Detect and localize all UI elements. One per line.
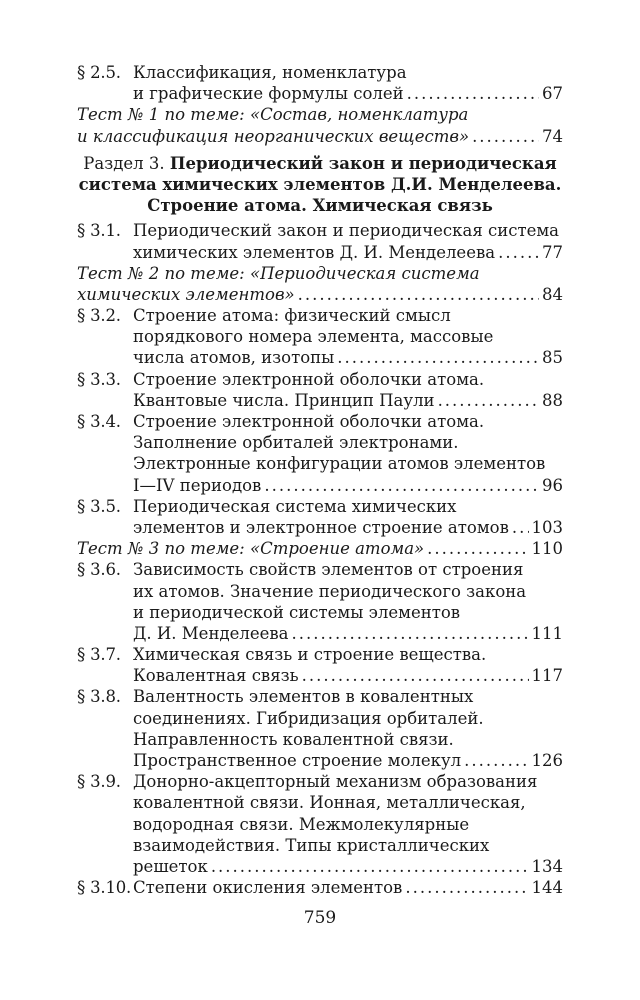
toc-entry-3-6-l2 — [77, 581, 563, 602]
toc-test-3 — [77, 538, 563, 559]
toc-entry-2-5-last — [77, 83, 563, 104]
page-ref: 85 — [542, 348, 563, 368]
entry-title: Периодический закон и периодическая система — [133, 221, 560, 241]
entry-title: соединениях. Гибридизация орбиталей. — [133, 708, 484, 728]
dot-leader — [438, 390, 539, 411]
table-of-contents — [77, 62, 563, 898]
toc-test-1 — [77, 104, 563, 125]
section-number: § 3.9. — [77, 772, 121, 792]
section-title-1: Периодический закон и периодическая — [169, 153, 557, 173]
dot-leader — [292, 623, 529, 644]
toc-entry-3-9-l2 — [77, 792, 563, 813]
section-heading-line-1 — [77, 153, 563, 174]
dot-leader — [472, 126, 539, 147]
test-title: Тест № 3 по теме: «Строение атома» — [77, 539, 425, 559]
dot-leader — [264, 475, 539, 496]
page-ref: 77 — [542, 242, 563, 262]
toc-entry-3-9 — [77, 771, 563, 792]
entry-title: Химическая связь и строение вещества. — [133, 645, 487, 665]
section-number: § 3.2. — [77, 306, 121, 326]
entry-title: Направленность ковалентной связи. — [133, 729, 454, 749]
dot-leader — [298, 284, 539, 305]
page-ref: 117 — [531, 666, 563, 686]
section-number: § 3.8. — [77, 687, 121, 707]
page-ref: 103 — [531, 517, 563, 537]
entry-title: решеток — [133, 856, 208, 876]
dot-leader — [427, 538, 528, 559]
toc-entry-3-5 — [77, 496, 563, 517]
entry-title: Зависимость свойств элементов от строения — [133, 560, 524, 580]
entry-title: Д. И. Менделеева — [133, 623, 289, 643]
page-ref: 144 — [531, 878, 563, 898]
page-ref: 134 — [531, 856, 563, 876]
entry-title: Классификация, номенклатура — [133, 63, 407, 82]
section-number: § 3.5. — [77, 496, 121, 516]
section-title-2: система химических элементов Д.И. Менделеева. — [78, 174, 562, 194]
toc-entry-3-9-l4 — [77, 835, 563, 856]
toc-entry-3-2 — [77, 305, 563, 326]
toc-entry-3-6-l3 — [77, 602, 563, 623]
entry-title: Строение электронной оболочки атома. — [133, 412, 485, 432]
entry-title: Пространственное строение молекул — [133, 751, 462, 771]
entry-title: Заполнение орбиталей электронами. — [133, 433, 459, 453]
toc-entry-3-10 — [77, 877, 563, 898]
dot-leader — [512, 517, 529, 538]
toc-entry-3-8 — [77, 686, 563, 707]
dot-leader — [407, 83, 539, 104]
dot-leader — [405, 877, 528, 898]
test-title: химических элементов» — [77, 284, 295, 304]
toc-entry-3-1-last — [77, 242, 563, 263]
page-ref: 126 — [531, 751, 563, 771]
entry-title: Строение электронной оболочки атома. — [133, 369, 485, 389]
toc-entry-3-3-last — [77, 390, 563, 411]
toc-entry-3-8-l3 — [77, 729, 563, 750]
entry-title: Периодическая система химических — [133, 496, 457, 516]
toc-entry-3-6 — [77, 559, 563, 580]
test-title: Тест № 1 по теме: «Состав, номенклатура — [77, 105, 469, 125]
page-number: 759 — [303, 908, 337, 928]
entry-title: порядкового номера элемента, массовые — [133, 327, 494, 347]
section-number: § 3.3. — [77, 369, 121, 389]
page-ref: 74 — [542, 126, 563, 146]
toc-entry-3-4-last — [77, 475, 563, 496]
toc-entry-3-8-last — [77, 750, 563, 771]
page-ref: 84 — [542, 284, 563, 304]
page-ref: 67 — [542, 84, 563, 104]
entry-title: ковалентной связи. Ионная, металлическая, — [133, 793, 526, 813]
entry-title: Донорно-акцепторный механизм образования — [133, 772, 538, 792]
dot-leader — [337, 347, 539, 368]
section-number: § 3.10. — [77, 878, 132, 898]
page-ref: 96 — [542, 475, 563, 495]
section-number: § 3.1. — [77, 221, 121, 241]
toc-entry-3-4-l2 — [77, 432, 563, 453]
section-number: § 3.4. — [77, 412, 121, 432]
entry-title: числа атомов, изотопы — [133, 348, 335, 368]
page-ref: 111 — [531, 623, 563, 643]
entry-title: Степени окисления элементов — [133, 878, 403, 898]
section-heading — [77, 153, 563, 217]
toc-entry-3-7-last — [77, 665, 563, 686]
toc-entry-3-3 — [77, 369, 563, 390]
section-number: § 3.6. — [77, 560, 121, 580]
toc-entry-3-2-l2 — [77, 326, 563, 347]
dot-leader — [211, 856, 529, 877]
entry-title: их атомов. Значение периодического закона — [133, 581, 527, 601]
section-heading-line-3 — [77, 195, 563, 216]
test-title: и классификация неорганических веществ» — [77, 126, 470, 146]
section-number: § 2.5. — [77, 63, 121, 82]
toc-entry-2-5 — [77, 62, 563, 83]
page-ref: 88 — [542, 390, 563, 410]
toc-entry-3-9-last — [77, 856, 563, 877]
section-title-3: Строение атома. Химическая связь — [147, 196, 493, 216]
section-number: § 3.7. — [77, 645, 121, 665]
toc-entry-3-9-l3 — [77, 814, 563, 835]
dot-leader — [302, 665, 529, 686]
toc-entry-3-6-last — [77, 623, 563, 644]
entry-title: и графические формулы солей — [133, 84, 404, 104]
entry-title: элементов и электронное строение атомов — [133, 517, 509, 537]
toc-entry-3-2-last — [77, 347, 563, 368]
entry-title: и периодической системы элементов — [133, 602, 461, 622]
toc-test-2 — [77, 263, 563, 284]
entry-title: водородная связи. Межмолекулярные — [133, 814, 470, 834]
toc-entry-3-4-l3 — [77, 453, 563, 474]
toc-entry-3-1 — [77, 220, 563, 241]
entry-title: Строение атома: физический смысл — [133, 306, 451, 326]
page-ref: 110 — [531, 539, 563, 559]
toc-test-2-last — [77, 284, 563, 305]
dot-leader — [464, 750, 528, 771]
section-heading-line-2 — [77, 174, 563, 195]
entry-title: химических элементов Д. И. Менделеева — [133, 242, 496, 262]
entry-title: Валентность элементов в ковалентных — [133, 687, 474, 707]
section-prefix: Раздел 3. — [83, 153, 165, 173]
test-title: Тест № 2 по теме: «Периодическая система — [77, 263, 480, 283]
entry-title: взаимодействия. Типы кристаллических — [133, 835, 490, 855]
toc-entry-3-7 — [77, 644, 563, 665]
toc-test-1-last — [77, 126, 563, 147]
dot-leader — [498, 242, 539, 263]
entry-title: Ковалентная связь — [133, 666, 299, 686]
toc-entry-3-4 — [77, 411, 563, 432]
toc-entry-3-5-last — [77, 517, 563, 538]
entry-title: Электронные конфигурации атомов элементов — [133, 454, 546, 474]
entry-title: Квантовые числа. Принцип Паули — [133, 390, 435, 410]
toc-entry-3-8-l2 — [77, 708, 563, 729]
entry-title: I—IV периодов — [133, 475, 262, 495]
